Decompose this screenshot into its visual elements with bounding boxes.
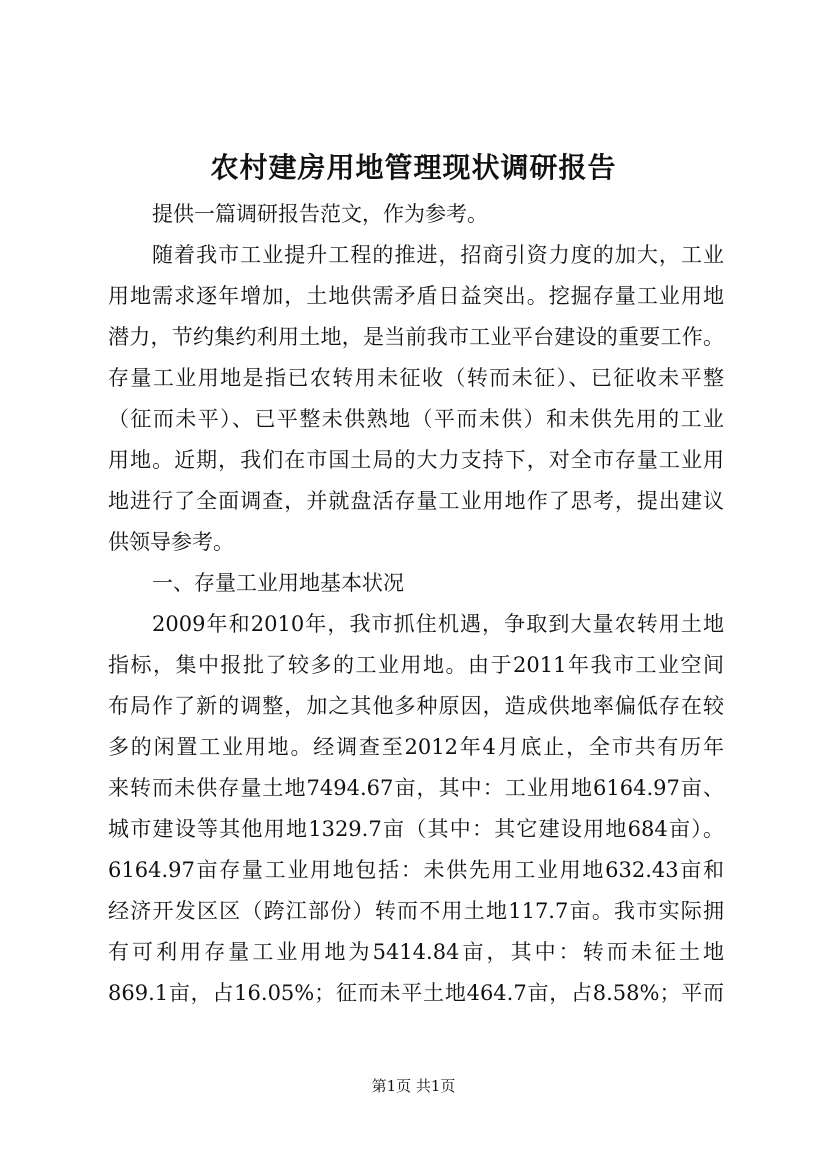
text-line: 用地。近期，我们在市国土局的大力支持下，对全市存量工业用 [108, 448, 724, 472]
text-line: 有可利用存量工业用地为5414.84亩，其中：转而未征土地 [108, 940, 724, 964]
text-line: 来转而未供存量土地7494.67亩，其中：工业用地6164.97亩、 [108, 776, 724, 800]
document-body [108, 194, 724, 1014]
text-line: 城市建设等其他用地1329.7亩（其中：其它建设用地684亩）。 [108, 817, 724, 841]
text-line: 布局作了新的调整，加之其他多种原因，造成供地率偏低存在较 [108, 694, 724, 718]
text-line: 提供一篇调研报告范文，作为参考。 [152, 202, 488, 226]
text-line: 存量工业用地是指已农转用未征收（转而未征）、已征收未平整 [108, 366, 724, 390]
text-line: 指标，集中报批了较多的工业用地。由于2011年我市工业空间 [108, 653, 724, 677]
text-line: 一、存量工业用地基本状况 [152, 571, 404, 595]
text-line: 多的闲置工业用地。经调查至2012年4月底止，全市共有历年 [108, 735, 724, 759]
text-line: 869.1亩，占16.05%；征而未平土地464.7亩，占8.58%；平而 [108, 981, 724, 1005]
text-line: 经济开发区区（跨江部份）转而不用土地117.7亩。我市实际拥 [108, 899, 724, 923]
text-line: 6164.97亩存量工业用地包括：未供先用工业用地632.43亩和 [108, 858, 724, 882]
text-line: 潜力，节约集约利用土地，是当前我市工业平台建设的重要工作。 [108, 325, 724, 349]
text-line: 用地需求逐年增加，土地供需矛盾日益突出。挖掘存量工业用地 [108, 284, 724, 308]
text-line: 随着我市工业提升工程的推进，招商引资力度的加大，工业 [152, 243, 724, 267]
page-footer: 第1页 共1页 [371, 1077, 456, 1095]
text-line: 地进行了全面调查，并就盘活存量工业用地作了思考，提出建议 [108, 489, 724, 513]
document-title: 农村建房用地管理现状调研报告 [210, 151, 617, 184]
text-line: 供领导参考。 [108, 530, 234, 554]
text-line: 2009年和2010年，我市抓住机遇，争取到大量农转用土地 [152, 612, 724, 636]
text-line: （征而未平）、已平整未供熟地（平而未供）和未供先用的工业 [108, 407, 724, 431]
